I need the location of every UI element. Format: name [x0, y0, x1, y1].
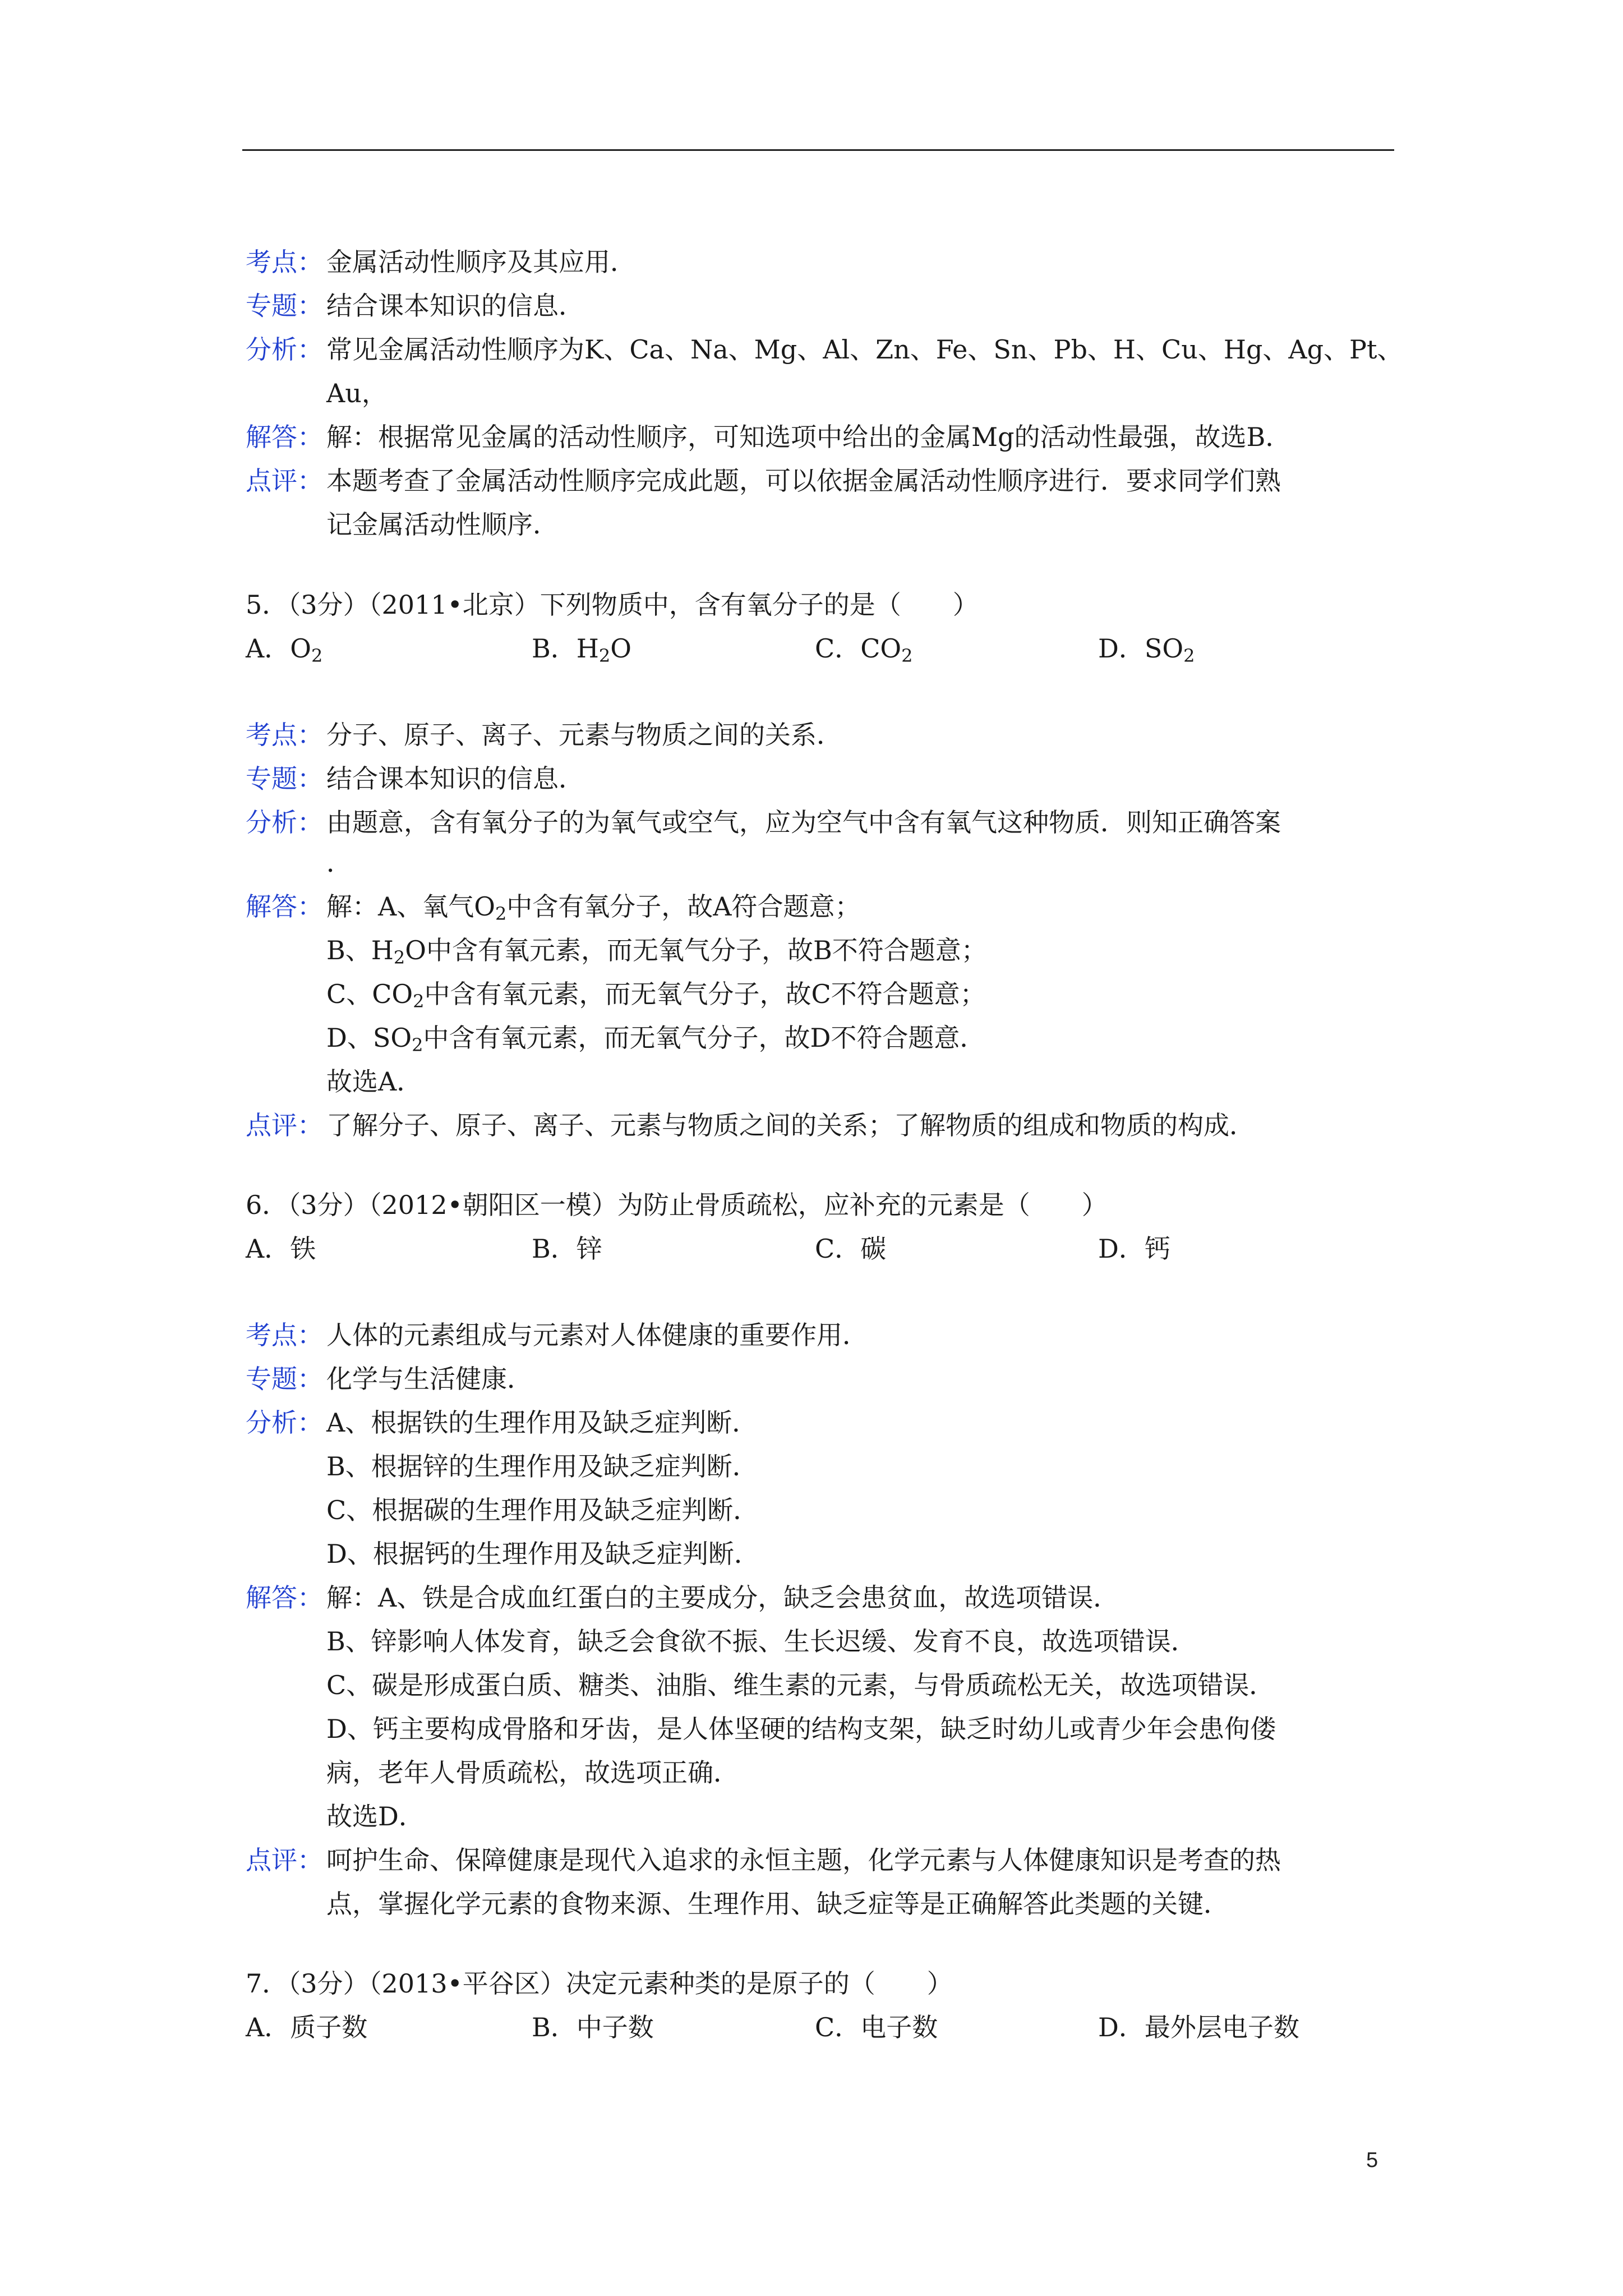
- q6-jieda-line-1: 解：A、铁是合成血红蛋白的主要成分，缺乏会患贫血，故选项错误．: [326, 1582, 1119, 1613]
- q5-jieda-line-2: [326, 929, 987, 972]
- q5-fenxi-text-cont: ．: [326, 848, 352, 878]
- q5-option-d: [1098, 627, 1195, 670]
- fenxi-label: 分析：: [246, 1407, 323, 1438]
- q5-option-b-sub: 2: [598, 645, 611, 666]
- q5-jieda-3a: C、CO: [326, 979, 413, 1009]
- dianping-row: [246, 459, 1401, 502]
- q5-dianping-text: 了解分子、原子、离子、元素与物质之间的关系；了解物质的组成和物质的构成．: [326, 1110, 1255, 1140]
- jieda-label: 解答：: [246, 422, 323, 452]
- q5-jieda-line-3: [326, 973, 986, 1015]
- q6-jieda-row-1: [246, 1576, 1401, 1619]
- q6-option-c: C．碳: [815, 1234, 887, 1264]
- q6-jieda-line-2: B、锌影响人体发育，缺乏会食欲不振、生长迟缓、发育不良，故选项错误．: [326, 1626, 1197, 1657]
- q5-fenxi-row: [246, 801, 1401, 844]
- q6-option-a: A．铁: [246, 1234, 316, 1264]
- fenxi-label: 分析：: [246, 334, 323, 365]
- q6-zhuanti-row: [246, 1358, 1401, 1400]
- kaodian-text: 金属活动性顺序及其应用．: [326, 247, 636, 277]
- q6-dianping-row: [246, 1839, 1401, 1881]
- q7-option-b: B．中子数: [532, 2012, 654, 2042]
- q5-jieda-2b: O中含有氧元素，而无氧气分子，故B不符合题意；: [405, 935, 987, 965]
- q5-option-a-text: A．O: [246, 633, 311, 664]
- header-rule: [242, 149, 1394, 151]
- q5-option-a-sub: 2: [311, 645, 323, 666]
- q5-jieda-line-1: [326, 885, 861, 928]
- q5-jieda-row-1: [246, 885, 1401, 928]
- question-6-stem: 6．（3分）（2012•朝阳区一模）为防止骨质疏松，应补充的元素是（ ）: [246, 1190, 1108, 1220]
- q5-option-a: [246, 627, 322, 670]
- q6-fenxi-line-2: B、根据锌的生理作用及缺乏症判断．: [326, 1451, 758, 1481]
- q6-option-b: B．锌: [532, 1234, 602, 1264]
- q5-jieda-line-5: 故选A．: [326, 1066, 423, 1097]
- dianping-label: 点评：: [246, 1845, 323, 1875]
- q6-fenxi-row-1: [246, 1401, 1401, 1444]
- dianping-label: 点评：: [246, 1110, 323, 1140]
- q7-option-c: C．电子数: [815, 2012, 938, 2042]
- q6-option-d: D．钙: [1098, 1234, 1170, 1264]
- q6-fenxi-line-4: D、根据钙的生理作用及缺乏症判断．: [326, 1539, 760, 1569]
- page-number: 5: [1366, 2148, 1378, 2172]
- q6-fenxi-line-1: A、根据铁的生理作用及缺乏症判断．: [326, 1407, 758, 1438]
- jieda-label: 解答：: [246, 1582, 323, 1613]
- q6-zhuanti-text: 化学与生活健康．: [326, 1364, 533, 1394]
- fenxi-text: 常见金属活动性顺序为K、Ca、Na、Mg、Al、Zn、Fe、Sn、Pb、H、Cu、Hg、Ag、Pt、: [326, 334, 1403, 365]
- q5-zhuanti-row: [246, 757, 1401, 800]
- q5-dianping-row: [246, 1104, 1401, 1147]
- q5-jieda-4a: D、SO: [326, 1023, 412, 1053]
- zhuanti-label: 专题：: [246, 291, 323, 321]
- q5-option-b-suffix: O: [610, 633, 631, 664]
- q6-jieda-line-6: 故选D．: [326, 1801, 425, 1832]
- kaodian-label: 考点：: [246, 247, 323, 277]
- q5-jieda-3b: 中含有氧元素，而无氧气分子，故C不符合题意；: [424, 979, 986, 1009]
- zhuanti-text: 结合课本知识的信息．: [326, 291, 584, 321]
- q6-dianping-line-2: 点，掌握化学元素的食物来源、生理作用、缺乏症等是正确解答此类题的关键．: [326, 1889, 1229, 1919]
- zhuanti-row: [246, 284, 1401, 327]
- q5-option-c-sub: 2: [901, 645, 913, 666]
- question-7-stem: 7．（3分）（2013•平谷区）决定元素种类的是原子的（ ）: [246, 1968, 953, 1999]
- q5-jieda-line-4: [326, 1016, 985, 1059]
- q6-kaodian-text: 人体的元素组成与元素对人体健康的重要作用．: [326, 1320, 868, 1350]
- zhuanti-label: 专题：: [246, 1364, 323, 1394]
- dianping-text: 本题考查了金属活动性顺序完成此题，可以依据金属活动性顺序进行．要求同学们熟: [326, 466, 1281, 496]
- q5-option-d-sub: 2: [1183, 645, 1195, 666]
- dianping-label: 点评：: [246, 466, 323, 496]
- q5-jieda-4sub: 2: [412, 1034, 423, 1056]
- q7-option-d: D．最外层电子数: [1098, 2012, 1299, 2042]
- q6-jieda-line-5: 病，老年人骨质疏松，故选项正确．: [326, 1757, 739, 1788]
- fenxi-row: [246, 328, 1401, 371]
- q5-fenxi-text: 由题意，含有氧分子的为氧气或空气，应为空气中含有氧气这种物质．则知正确答案: [326, 807, 1281, 838]
- q5-jieda-1a: 解：A、氧气O: [326, 891, 495, 922]
- zhuanti-label: 专题：: [246, 763, 323, 794]
- q5-jieda-1sub: 2: [495, 903, 507, 924]
- q5-zhuanti-text: 结合课本知识的信息．: [326, 763, 584, 794]
- fenxi-label: 分析：: [246, 807, 323, 838]
- fenxi-text-cont: Au，: [326, 378, 388, 408]
- q5-jieda-2sub: 2: [393, 947, 405, 968]
- q6-fenxi-line-3: C、根据碳的生理作用及缺乏症判断．: [326, 1495, 759, 1525]
- q5-option-b: [532, 627, 631, 670]
- dianping-text-cont: 记金属活动性顺序．: [326, 509, 559, 540]
- q5-jieda-4b: 中含有氧元素，而无氧气分子，故D不符合题意．: [423, 1023, 986, 1053]
- jieda-text: 解：根据常见金属的活动性顺序，可知选项中给出的金属Mg的活动性最强，故选B．: [326, 422, 1292, 452]
- kaodian-row: [246, 241, 1401, 283]
- q5-option-b-text: B．H: [532, 633, 599, 664]
- q7-option-a: A．质子数: [246, 2012, 368, 2042]
- q6-dianping-line-1: 呵护生命、保障健康是现代入追求的永恒主题，化学元素与人体健康知识是考查的热: [326, 1845, 1281, 1875]
- q6-jieda-line-4: D、钙主要构成骨胳和牙齿，是人体坚硬的结构支架，缺乏时幼儿或青少年会患佝偻: [326, 1714, 1276, 1744]
- q5-kaodian-text: 分子、原子、离子、元素与物质之间的关系．: [326, 720, 842, 750]
- jieda-row: [246, 416, 1401, 458]
- q6-jieda-line-3: C、碳是形成蛋白质、糖类、油脂、维生素的元素，与骨质疏松无关，故选项错误．: [326, 1670, 1275, 1700]
- q5-option-c-text: C．CO: [815, 633, 902, 664]
- kaodian-label: 考点：: [246, 1320, 323, 1350]
- q5-jieda-2a: B、H: [326, 935, 394, 965]
- q5-option-c: [815, 627, 912, 670]
- q5-kaodian-row: [246, 714, 1401, 756]
- q5-option-d-text: D．SO: [1098, 633, 1184, 664]
- jieda-label: 解答：: [246, 891, 323, 922]
- q5-jieda-3sub: 2: [413, 991, 425, 1012]
- q6-kaodian-row: [246, 1314, 1401, 1356]
- q5-jieda-1b: 中含有氧分子，故A符合题意；: [506, 891, 861, 922]
- question-5-stem: 5．（3分）（2011•北京）下列物质中，含有氧分子的是（ ）: [246, 590, 979, 620]
- kaodian-label: 考点：: [246, 720, 323, 750]
